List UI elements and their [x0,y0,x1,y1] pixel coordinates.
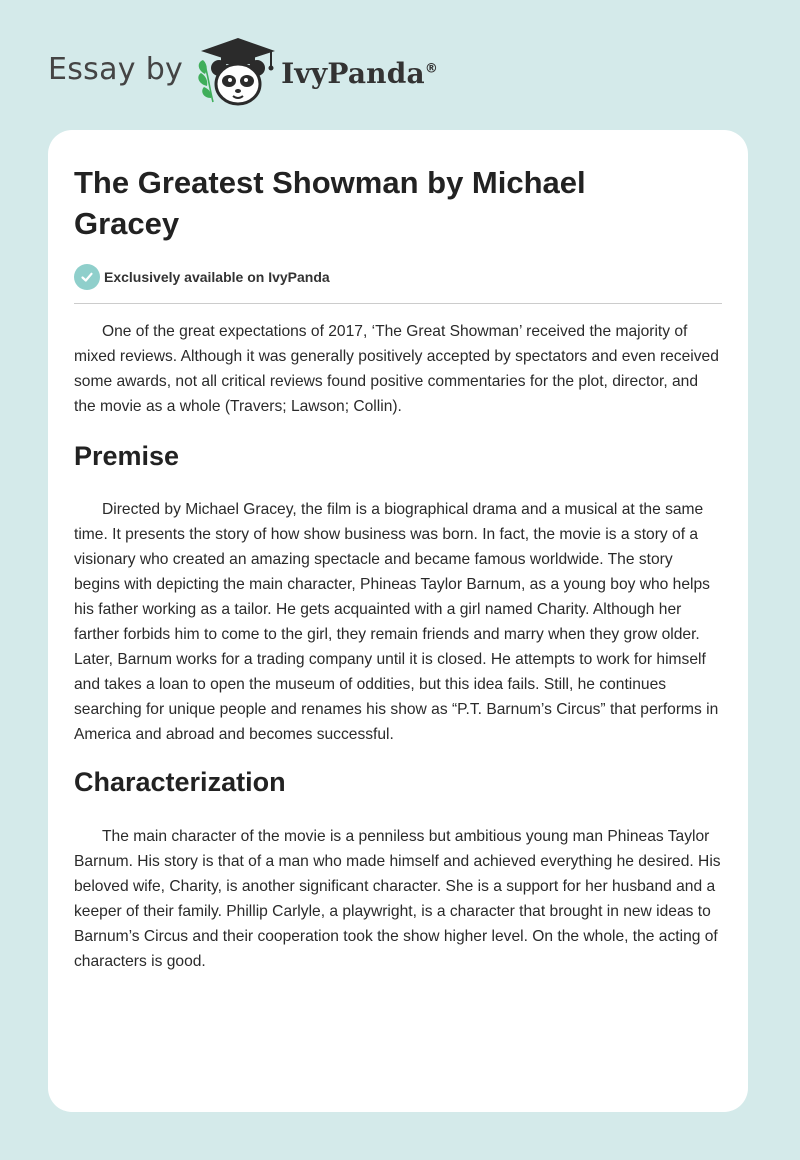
page-title: The Greatest Showman by Michael Gracey [74,165,586,241]
section-heading-premise: Premise [74,441,180,471]
brand-name[interactable]: IvyPanda® [281,56,439,90]
section-heading-characterization: Characterization [74,767,286,797]
essay-by-label: Essay by [48,51,184,87]
site-header [48,34,438,110]
essay-card [48,130,748,1112]
intro-paragraph: One of the great expectations of 2017, ‘The Great Showman’ received the majority of mixed reviews. Although it was generally positively accepted by spectators and even received some awards, not all critical reviews found positive commentaries for the plot, director, and the movie as a whole (Travers; Lawson; Collin). [74,323,719,415]
panda-graduate-icon[interactable] [195,34,281,110]
section-body-premise: Directed by Michael Gracey, the film is a biographical drama and a musical at the same time. It presents the story of how show business was born. In fact, the movie is a story of a visionary who created an amazing spectacle and became famous worldwide. The story begins with depicting the main character, Phineas Taylor Barnum, as a young boy who helps his father working as a tailor. He gets acquainted with a girl named Charity. Although her farther forbids him to come to the girl, they remain friends and marry when they grow older. Later, Barnum works for a trading company until it is closed. He attempts to work for himself and takes a loan to open the museum of oddities, but this idea fails. Still, he continues searching for unique people and renames his show as “P.T. Barnum’s Circus” that performs in America and abroad and becomes successful. [74,501,719,743]
exclusive-label: Exclusively available on IvyPanda [104,269,330,285]
section-body-characterization: The main character of the movie is a penniless but ambitious young man Phineas Taylor Barnum. His story is that of a man who made himself and achieved everything he desired. His beloved wife, Charity, is another significant character. She is a support for her husband and a keeper of their family. Phillip Carlyle, a playwright, is a character that brought in new ideas to Barnum’s Circus and their cooperation took the show higher level. On the whole, the acting of characters is good. [74,828,721,970]
checkmark-icon [74,264,100,290]
exclusive-banner [74,264,722,304]
